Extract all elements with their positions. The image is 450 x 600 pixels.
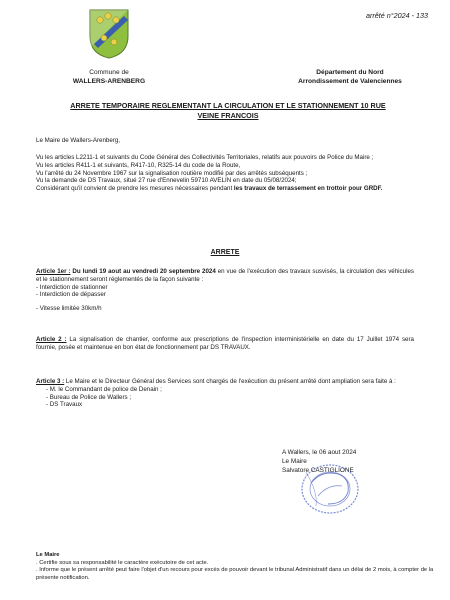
article-3-label: Article 3 :	[36, 378, 65, 385]
commune-name: WALLERS-ARENBERG	[72, 78, 146, 85]
footer-line-2: . Informe que le présent arrêté peut faire l'objet d'un recours pour excès de pouvoir devant le tribunal Administratif dans un délai de 2 mois, à compter de la présente notification.	[36, 567, 434, 581]
department-block	[280, 68, 420, 86]
signature-name: Salvatore CASTIGLIONE	[282, 467, 354, 474]
considerant-1: Vu les articles L2211-1 et suivants du Code Général des Collectivités Territoriales, relatifs aux pouvoirs de Police du Maire ;	[36, 154, 374, 161]
list-item: - Bureau de Police de Wallers ;	[46, 393, 132, 401]
considerants-block	[36, 154, 414, 193]
title-line-2: VEINE FRANCOIS	[197, 111, 259, 120]
article-1-label: Article 1er :	[36, 268, 71, 275]
considerant-4: Vu la demande de DS Travaux, situé 27 rue d'Ennevelin 59710 AVELIN en date du 05/08/2024;	[36, 177, 297, 185]
considerant-2: Vu les articles R411-1 et suivants, R417-10, R325-14 du code de la Route,	[36, 161, 241, 169]
article-3-text: Le Maire et le Directeur Général des Services sont chargés de l'exécution du présent arrêté dont ampliation sera faite à :	[64, 378, 396, 385]
article-2-label: Article 2 :	[36, 336, 67, 343]
considerant-3: Vu l'arrêté du 24 Novembre 1967 sur la signalisation routière modifié par des arrêtés subséquents ;	[36, 169, 308, 177]
arrete-heading: ARRETE	[210, 249, 240, 256]
commune-block	[64, 68, 154, 86]
signature-role: Le Maire	[282, 458, 307, 465]
article-3	[36, 378, 414, 409]
arrondissement-name: Arrondissement de Valenciennes	[298, 78, 402, 85]
considerant-5-text: Considérant qu'il convient de prendre les mesures nécessaires pendant	[36, 185, 234, 193]
article-1-list	[36, 284, 414, 313]
list-item: - Interdiction de dépasser	[36, 291, 106, 299]
list-item: - Interdiction de stationner	[36, 283, 108, 291]
title-line-1: ARRETE TEMPORAIRE REGLEMENTANT LA CIRCULATION ET LE STATIONNEMENT 10 RUE	[70, 101, 386, 110]
list-item: - Vitesse limitée 30km/h	[36, 305, 102, 313]
article-1	[36, 268, 414, 313]
considerant-5	[36, 185, 414, 193]
coat-of-arms-logo	[88, 8, 130, 60]
list-item: - M. le Commandant de police de Denain ;	[46, 385, 162, 393]
article-1-text: en vue de l'exécution des travaux susvisés, la circulation des véhicules et le stationnement seront réglementés de la façon suivante :	[36, 268, 414, 283]
footer-line-1: . Certifie sous sa responsabilité le caractère exécutoire de cet acte.	[36, 559, 209, 566]
article-2	[36, 336, 414, 352]
commune-label: Commune de	[89, 69, 129, 76]
signature-place-date: A Wallers, le 06 aout 2024	[282, 449, 357, 456]
article-1-dates: Du lundi 19 aout au vendredi 20 septembre 2024	[70, 268, 216, 275]
decree-reference: arrêté n°2024 - 133	[365, 11, 428, 20]
mayor-intro: Le Maire de Wallers-Arenberg,	[36, 137, 121, 144]
official-stamp-seal	[298, 462, 362, 516]
article-2-text: La signalisation de chantier, conforme aux prescriptions de l'inspection interministérielle en date du 17 Juillet 1974 sera fournie, posée et maintenue en bon état de fonctionnement par DS TRAVAUX.	[36, 336, 415, 351]
considerant-5-works: les travaux de terrassement en trottoir pour GRDF.	[233, 185, 383, 193]
document-title	[60, 101, 396, 121]
list-item: - DS Travaux	[46, 401, 83, 409]
department-name: Département du Nord	[316, 69, 384, 76]
footer-block	[36, 552, 436, 582]
article-3-list	[36, 386, 414, 409]
footer-title: Le Maire	[36, 552, 60, 558]
